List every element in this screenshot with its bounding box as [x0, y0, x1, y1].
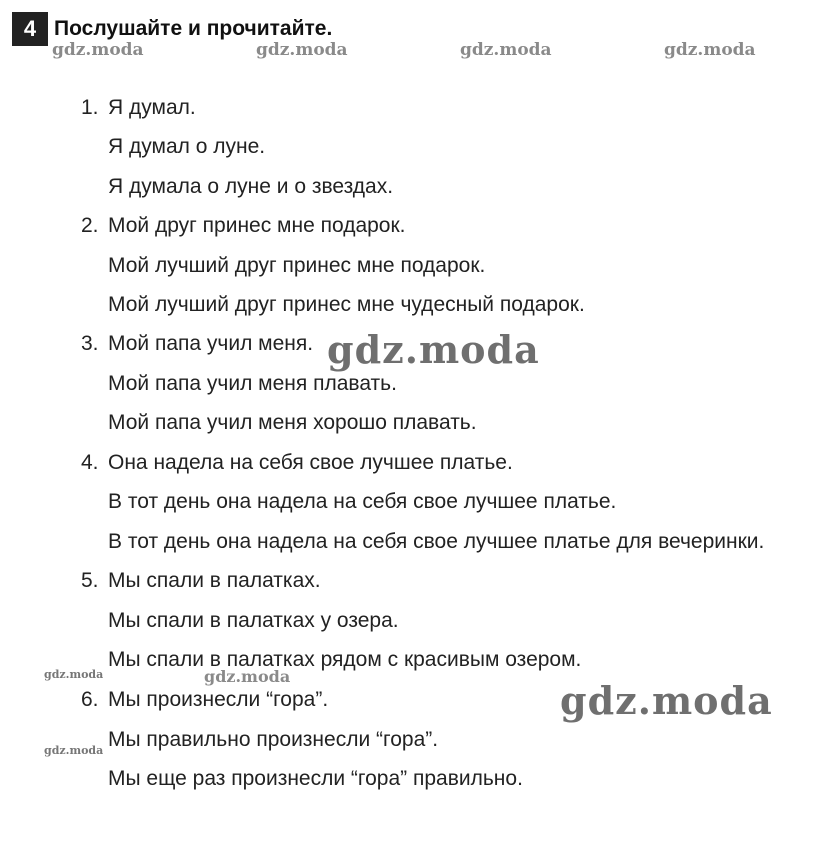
sentence: Мы спали в палатках.: [108, 569, 321, 592]
item-1-line-1: [81, 96, 196, 120]
item-number: 3.: [81, 332, 99, 355]
watermark: gdz.moda: [52, 40, 144, 60]
item-5-line-3: Мы спали в палатках рядом с красивым озером.: [108, 648, 582, 671]
watermark: gdz.moda: [256, 40, 348, 60]
sentence: Она надела на себя свое лучшее платье.: [108, 451, 513, 474]
item-6-line-1: [81, 688, 328, 712]
item-6-line-2: Мы правильно произнесли “гора”.: [108, 728, 439, 751]
watermark: gdz.moda: [44, 744, 104, 757]
item-4-line-3: В тот день она надела на себя свое лучшее платье для вечеринки.: [108, 530, 765, 553]
item-2-line-2: Мой лучший друг принес мне подарок.: [108, 254, 486, 277]
item-4-line-2: В тот день она надела на себя свое лучшее платье.: [108, 490, 617, 513]
watermark: gdz.moda: [44, 668, 104, 681]
item-4-line-1: [81, 451, 513, 475]
item-number: 4.: [81, 451, 99, 474]
item-2-line-3: Мой лучший друг принес мне чудесный подарок.: [108, 293, 585, 316]
watermark: gdz.moda: [560, 678, 773, 723]
sentence: Мы произнесли “гора”.: [108, 688, 329, 711]
item-5-line-2: Мы спали в палатках у озера.: [108, 609, 399, 632]
item-1-line-2: Я думал о луне.: [108, 135, 266, 158]
item-number: 1.: [81, 96, 99, 119]
item-1-line-3: Я думала о луне и о звездах.: [108, 175, 394, 198]
item-number: 5.: [81, 569, 99, 592]
item-3-line-2: Мой папа учил меня плавать.: [108, 372, 397, 395]
sentence: Мой папа учил меня.: [108, 332, 314, 355]
sentence: Я думал.: [108, 96, 196, 119]
sentence: Мой друг принес мне подарок.: [108, 214, 406, 237]
item-2-line-1: [81, 214, 406, 238]
item-6-line-3: Мы еще раз произнесли “гора” правильно.: [108, 767, 523, 790]
watermark: gdz.moda: [327, 327, 540, 372]
task-number-badge: 4: [12, 12, 48, 46]
item-3-line-3: Мой папа учил меня хорошо плавать.: [108, 411, 477, 434]
item-number: 6.: [81, 688, 99, 711]
task-title: Послушайте и прочитайте.: [54, 17, 333, 40]
item-5-line-1: [81, 569, 321, 593]
item-number: 2.: [81, 214, 99, 237]
watermark: gdz.moda: [204, 667, 291, 686]
watermark: gdz.moda: [460, 40, 552, 60]
watermark: gdz.moda: [664, 40, 756, 60]
item-3-line-1: [81, 332, 313, 356]
